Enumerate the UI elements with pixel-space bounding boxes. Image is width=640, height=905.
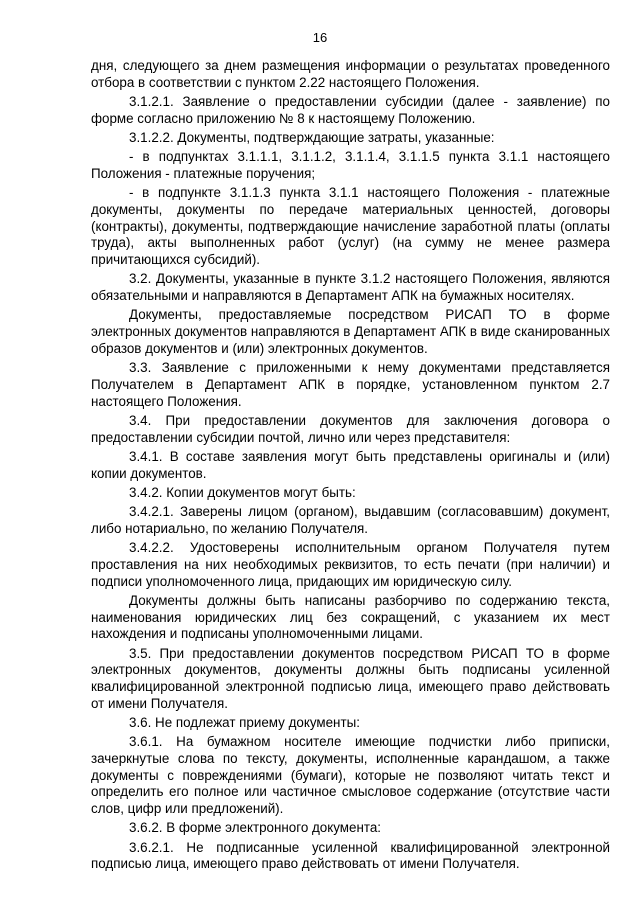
paragraph-3-3: 3.3. Заявление с приложенными к нему документами представляется Получателем в Департамент АПК в порядке, установленном пунктом 2.7 настоящего Положения. — [91, 360, 610, 409]
paragraph-3-6: 3.6. Не подлежат приему документы: — [129, 714, 360, 730]
paragraph-3-4-2-requirements: Документы должны быть написаны разборчиво по содержанию текста, наименования юридических лиц без сокращений, с указанием их мест нахождения и подписаны уполномоченными лицами. — [91, 592, 610, 642]
paragraph-3-1-2-2: 3.1.2.2. Документы, подтверждающие затраты, указанные: — [129, 130, 495, 145]
paragraph-3-6-2: 3.6.2. В форме электронного документа: — [129, 820, 382, 836]
paragraph-3-2: 3.2. Документы, указанные в пункте 3.1.2 настоящего Положения, являются обязательными и направляются в Департамент АПК на бумажных носителях. — [91, 271, 610, 304]
paragraph-3-6-1: 3.6.1. На бумажном носителе имеющие подчистки либо приписки, зачеркнутые слова по тексту, документы, исполненные карандашом, а также документы с повреждениями (бумаги), которые не позволяют читать текст и определить его полное или частичное смысловое содержание (отсутствие части слов, цифр или предложений). — [91, 734, 610, 817]
paragraph-3-4: 3.4. При предоставлении документов для заключения договора о предоставлении субсидии почтой, лично или через представителя: — [91, 412, 610, 445]
paragraph-3-4-2-2: 3.4.2.2. Удостоверены исполнительным органом Получателя путем проставления на них необходимых реквизитов, то есть печати (при наличии) и подписи уполномоченного лица, придающих им юридическую силу. — [91, 540, 610, 589]
paragraph-list-item-1: - в подпунктах 3.1.1.1, 3.1.1.2, 3.1.1.4, 3.1.1.5 пункта 3.1.1 настоящего Положения - платежные поручения; — [91, 149, 610, 181]
paragraph-3-2-electronic: Документы, предоставляемые посредством РИСАП ТО в форме электронных документов направляются в Департамент АПК в виде сканированных образов документов и (или) электронных документов. — [91, 307, 610, 356]
paragraph-3-6-2-1: 3.6.2.1. Не подписанные усиленной квалифицированной электронной подписью лица, имеющего право действовать от имени Получателя. — [91, 839, 610, 872]
paragraph-3-1-2-1: 3.1.2.1. Заявление о предоставлении субсидии (далее - заявление) по форме согласно приложению № 8 к настоящему Положению. — [91, 94, 610, 126]
paragraph-3-5: 3.5. При предоставлении документов посредством РИСАП ТО в форме электронных документов, документы должны быть подписаны усиленной квалифицированной электронной подписью лица, имеющего право действовать от имени Получателя. — [91, 645, 610, 711]
paragraph-3-4-2: 3.4.2. Копии документов могут быть: — [129, 484, 356, 500]
paragraph-3-4-1: 3.4.1. В составе заявления могут быть представлены оригиналы и (или) копии документов. — [91, 448, 610, 481]
document-body — [91, 58, 610, 876]
page-number: 16 — [312, 30, 328, 45]
paragraph-continuation: дня, следующего за днем размещения информации о результатах проведенного отбора в соответствии с пунктом 2.22 настоящего Положения. — [91, 58, 610, 90]
paragraph-list-item-2: - в подпункте 3.1.1.3 пункта 3.1.1 настоящего Положения - платежные документы, документы по передаче материальных ценностей, договоры (контракты), документы, подтверждающие начисление заработной платы (оплаты труда), акты выполненных работ (услуг) (на сумму не менее размера причитающихся субсидий). — [91, 185, 610, 268]
paragraph-3-4-2-1: 3.4.2.1. Заверены лицом (органом), выдавшим (согласовавшим) документ, либо нотариально, по желанию Получателя. — [91, 504, 610, 536]
